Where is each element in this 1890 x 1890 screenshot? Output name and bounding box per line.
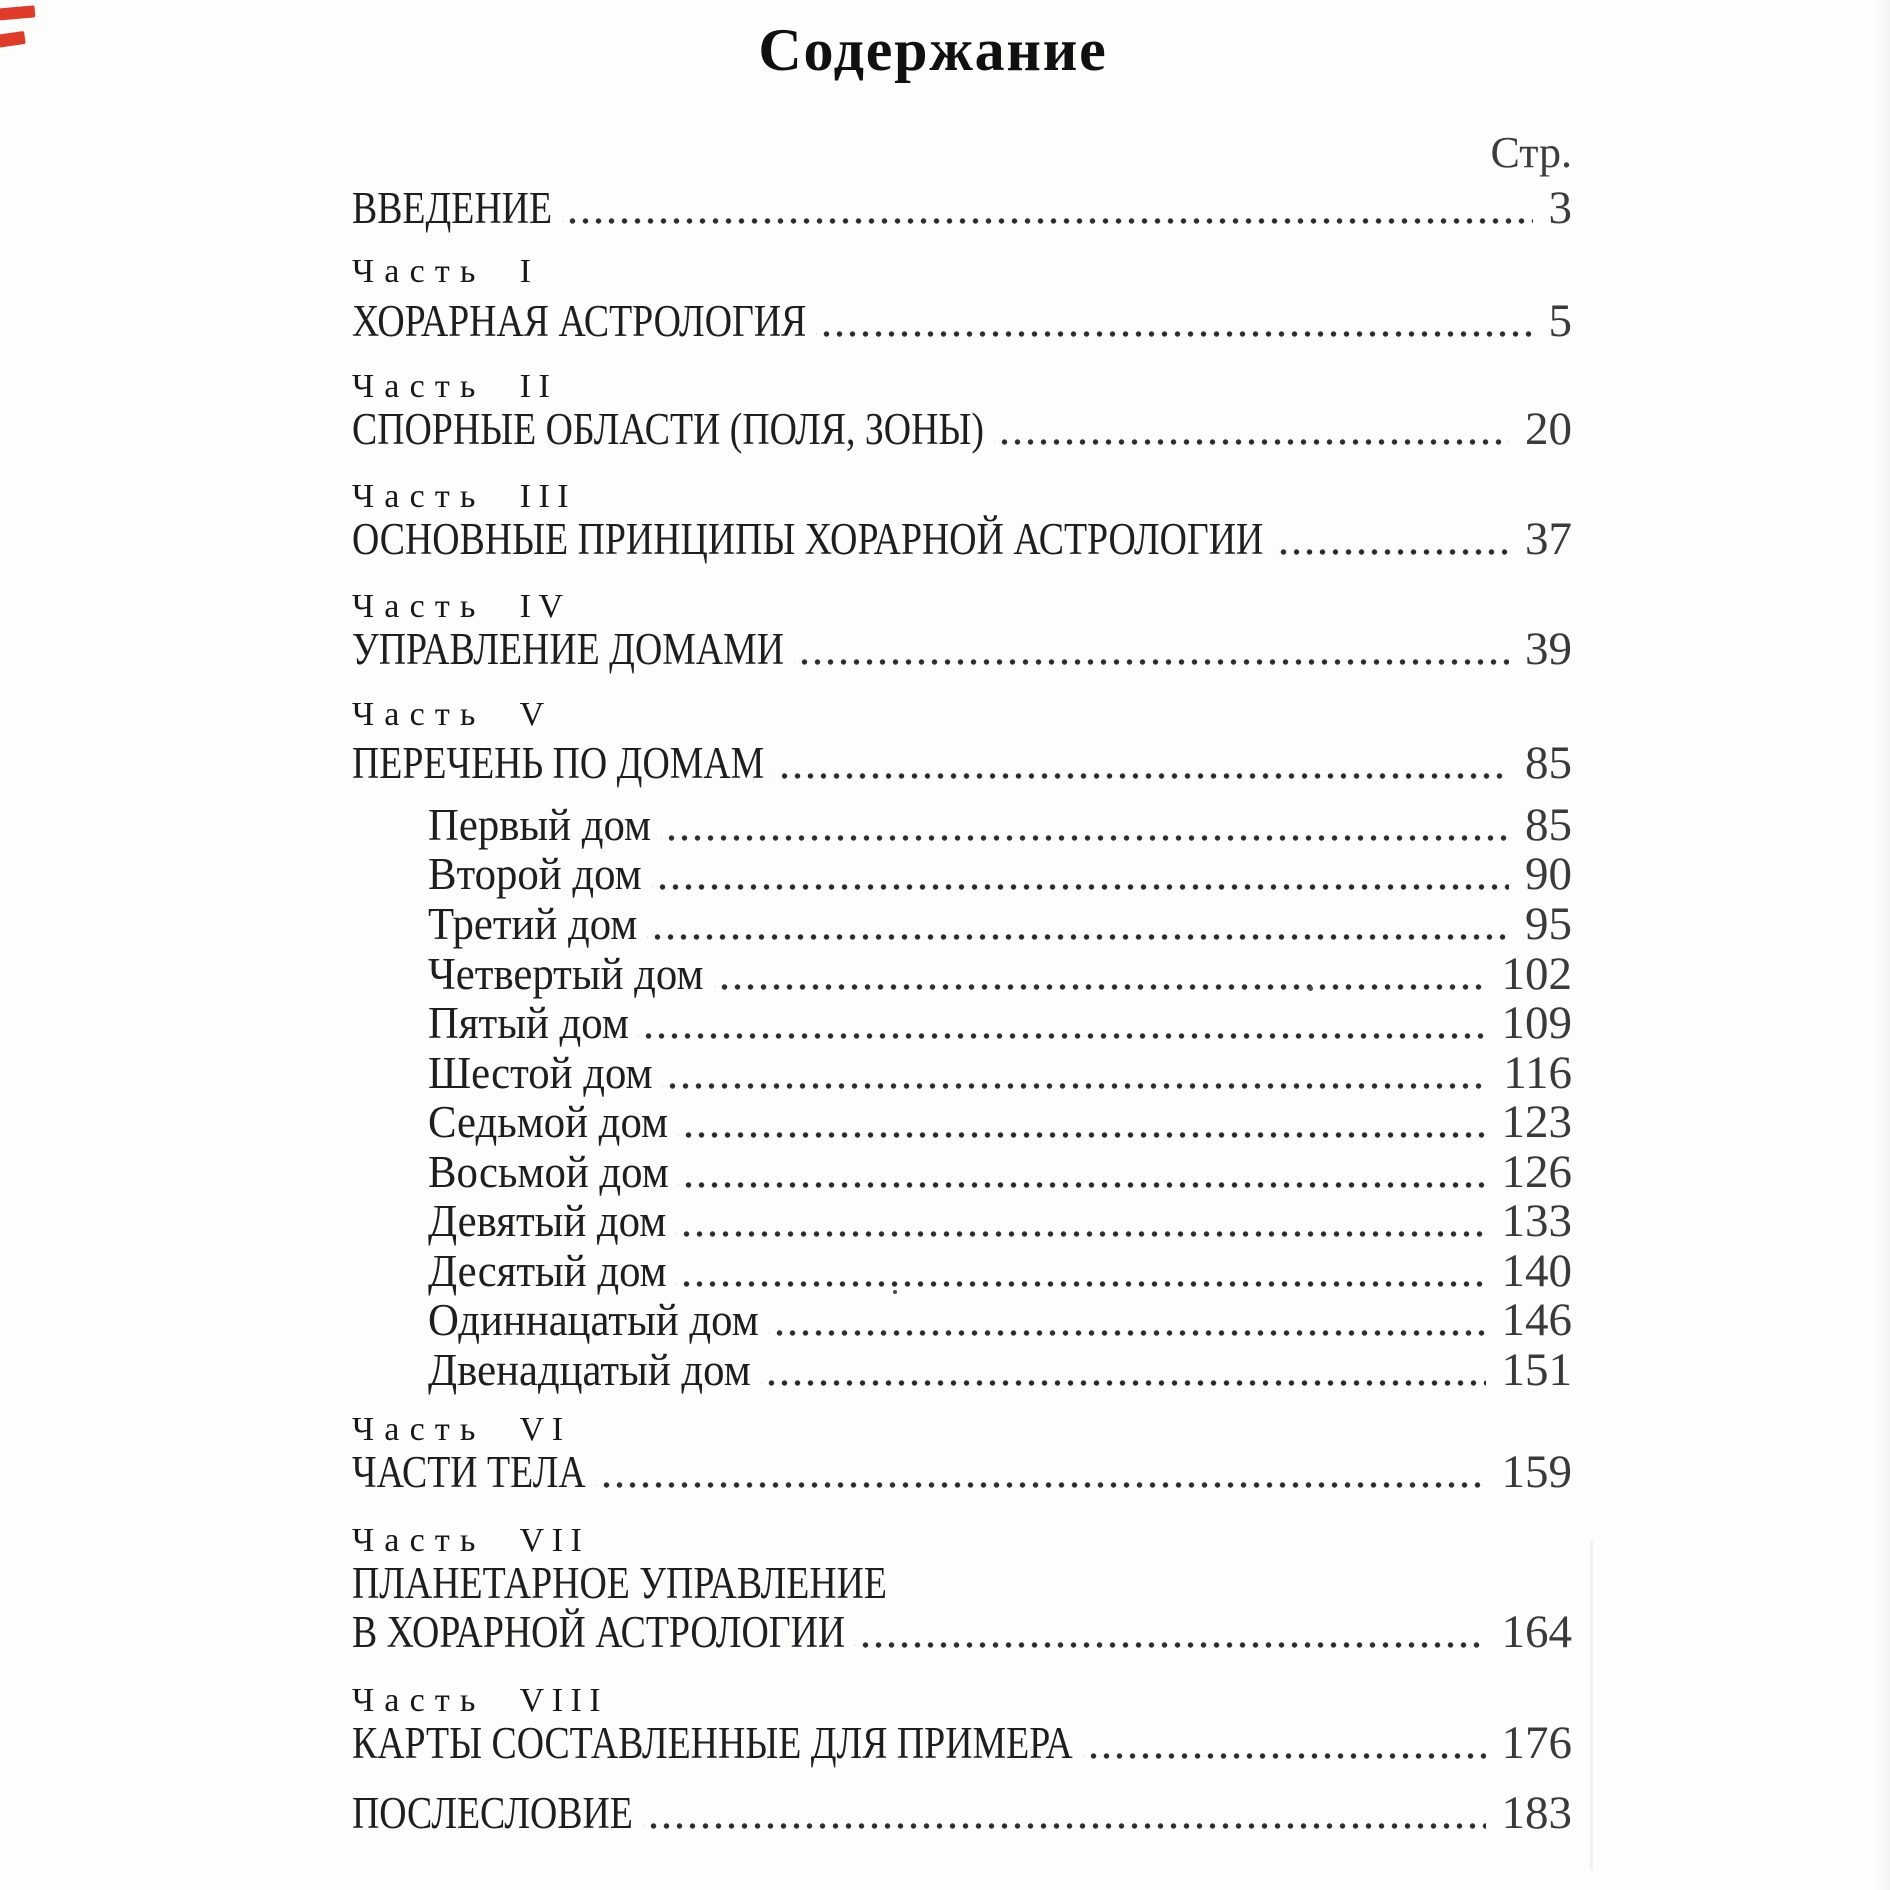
entry-page-number: 95	[1525, 898, 1572, 950]
entry-page-number: 85	[1525, 799, 1572, 851]
entry-label-wrap	[428, 1050, 652, 1096]
entry-page-number: 140	[1501, 1245, 1572, 1297]
toc-entry	[352, 623, 1572, 675]
page-crease	[1590, 1540, 1593, 1870]
dot-leader	[562, 185, 1533, 231]
entry-label-wrap	[352, 1560, 887, 1606]
toc-entry	[352, 1787, 1572, 1839]
entry-page-number: 37	[1525, 513, 1572, 565]
page-title: Содержание	[758, 17, 1108, 83]
page-column-header: Стр.	[1490, 128, 1572, 177]
dot-leader	[638, 1000, 1486, 1046]
entry-page-number: 3	[1548, 182, 1572, 234]
scan-speck	[893, 1290, 897, 1294]
part-numeral: VII	[519, 1522, 590, 1559]
entry-page-number: 183	[1501, 1787, 1572, 1839]
entry-label-wrap	[352, 1790, 633, 1836]
entry-label-wrap	[428, 951, 704, 997]
entry-page-number: 176	[1501, 1717, 1572, 1769]
dot-leader	[676, 1248, 1486, 1294]
part-word: Часть	[352, 1522, 486, 1559]
entry-label-wrap	[428, 1099, 668, 1145]
toc-entry	[428, 1146, 1572, 1198]
entry-label-wrap	[352, 1720, 1073, 1766]
entry-label-wrap	[352, 1609, 845, 1655]
dot-leader	[662, 1050, 1487, 1096]
dot-leader	[647, 901, 1509, 947]
toc-entry	[352, 513, 1572, 565]
toc-entry	[352, 1446, 1572, 1498]
part-numeral: VIII	[519, 1682, 609, 1719]
part-word: Часть	[352, 696, 486, 733]
toc-part-heading	[352, 695, 1572, 735]
toc-entry	[428, 898, 1572, 950]
toc-entry	[352, 295, 1572, 347]
part-numeral: I	[519, 253, 539, 290]
toc-entry	[428, 1047, 1572, 1099]
entry-label-wrap	[352, 740, 764, 786]
part-word: Часть	[352, 1411, 486, 1448]
entry-label: Одиннацатый дом	[428, 1295, 759, 1345]
dot-leader	[678, 1149, 1486, 1195]
entry-label: ОСНОВНЫЕ ПРИНЦИПЫ ХОРАРНОЙ АСТРОЛОГИИ	[352, 514, 1264, 564]
toc-entry	[428, 1195, 1572, 1247]
entry-page-number: 90	[1525, 848, 1572, 900]
entry-label: Десятый дом	[428, 1246, 667, 1296]
toc-entry	[428, 1294, 1572, 1346]
entry-page-number: 116	[1503, 1047, 1572, 1099]
toc-list	[352, 0, 1572, 1890]
dot-leader	[816, 298, 1533, 344]
dot-leader	[1083, 1720, 1486, 1766]
part-numeral: II	[519, 368, 558, 405]
toc-entry	[428, 1245, 1572, 1297]
entry-page-number: 102	[1501, 948, 1572, 1000]
dot-leader	[794, 626, 1509, 672]
entry-page-number: 133	[1501, 1195, 1572, 1247]
entry-label: ПЕРЕЧЕНЬ ПО ДОМАМ	[352, 738, 765, 788]
dot-leader	[774, 740, 1509, 786]
entry-label: ХОРАРНАЯ АСТРОЛОГИЯ	[352, 296, 807, 346]
toc-entry	[428, 997, 1572, 1049]
part-numeral: III	[519, 478, 577, 515]
toc-part-heading	[352, 1410, 1572, 1450]
entry-label: В ХОРАРНОЙ АСТРОЛОГИИ	[352, 1607, 846, 1657]
part-word: Часть	[352, 253, 486, 290]
part-word: Часть	[352, 1682, 486, 1719]
part-numeral: VI	[519, 1411, 571, 1448]
part-numeral: V	[519, 696, 552, 733]
entry-label-wrap	[428, 851, 642, 897]
entry-label: Двенадцатый дом	[428, 1345, 751, 1395]
scan-speck	[1308, 986, 1313, 991]
entry-page-number: 109	[1501, 997, 1572, 1049]
entry-page-number: 20	[1525, 403, 1572, 455]
dot-leader	[761, 1347, 1486, 1393]
toc-entry	[428, 1344, 1572, 1396]
entry-label-wrap	[428, 802, 651, 848]
toc-part-heading	[352, 252, 1572, 292]
entry-label: Пятый дом	[428, 998, 629, 1048]
toc-entry	[428, 848, 1572, 900]
dot-leader	[769, 1297, 1486, 1343]
entry-label-wrap	[352, 1449, 586, 1495]
entry-label: КАРТЫ СОСТАВЛЕННЫЕ ДЛЯ ПРИМЕРА	[352, 1718, 1073, 1768]
entry-label-wrap	[352, 626, 784, 672]
entry-label-wrap	[428, 1149, 668, 1195]
entry-page-number: 146	[1501, 1294, 1572, 1346]
toc-entry	[352, 1606, 1572, 1658]
entry-label: Третий дом	[428, 899, 638, 949]
entry-label: СПОРНЫЕ ОБЛАСТИ (ПОЛЯ, ЗОНЫ)	[352, 404, 984, 454]
entry-label: Девятый дом	[428, 1196, 667, 1246]
entry-label: Первый дом	[428, 800, 652, 850]
toc-entry	[352, 182, 1572, 234]
dot-leader	[994, 406, 1509, 452]
dot-leader	[661, 802, 1509, 848]
toc-entry	[352, 737, 1572, 789]
entry-page-number: 39	[1525, 623, 1572, 675]
entry-label-wrap	[428, 1198, 666, 1244]
dot-leader	[596, 1449, 1486, 1495]
toc-entry	[352, 403, 1572, 455]
dot-leader	[678, 1099, 1486, 1145]
toc-part-heading	[352, 367, 1572, 407]
entry-label-wrap	[428, 1248, 666, 1294]
part-word: Часть	[352, 478, 486, 515]
dot-leader	[855, 1609, 1486, 1655]
toc-entry	[428, 799, 1572, 851]
entry-label: ПОСЛЕСЛОВИЕ	[352, 1788, 633, 1838]
entry-page-number: 5	[1548, 295, 1572, 347]
entry-page-number: 123	[1501, 1096, 1572, 1148]
dot-leader	[1273, 516, 1509, 562]
entry-label-wrap	[428, 1297, 759, 1343]
toc-part-heading	[352, 477, 1572, 517]
part-word: Часть	[352, 368, 486, 405]
entry-label: Восьмой дом	[428, 1147, 669, 1197]
part-word: Часть	[352, 588, 486, 625]
dot-leader	[676, 1198, 1486, 1244]
entry-label: Шестой дом	[428, 1048, 653, 1098]
toc-part-heading	[352, 1521, 1572, 1561]
entry-label: УПРАВЛЕНИЕ ДОМАМИ	[352, 624, 785, 674]
dot-leader	[643, 1790, 1486, 1836]
dot-leader	[652, 851, 1509, 897]
toc-entry	[428, 948, 1572, 1000]
entry-label-wrap	[428, 1000, 628, 1046]
entry-label: Четвертый дом	[428, 949, 704, 999]
entry-page-number: 159	[1501, 1446, 1572, 1498]
entry-label: Второй дом	[428, 849, 642, 899]
toc-entry	[352, 1560, 1572, 1606]
entry-page-number: 126	[1501, 1146, 1572, 1198]
entry-label-wrap	[352, 516, 1263, 562]
entry-label-wrap	[352, 298, 806, 344]
entry-label: ЧАСТИ ТЕЛА	[352, 1447, 586, 1497]
entry-page-number: 164	[1501, 1606, 1572, 1658]
entry-label-wrap	[428, 1347, 751, 1393]
toc-entry	[428, 1096, 1572, 1148]
toc-entry	[352, 1717, 1572, 1769]
toc-part-heading	[352, 587, 1572, 627]
toc-part-heading	[352, 1681, 1572, 1721]
entry-label: ВВЕДЕНИЕ	[352, 183, 553, 233]
part-numeral: IV	[519, 588, 571, 625]
dot-leader	[714, 951, 1486, 997]
entry-page-number: 85	[1525, 737, 1572, 789]
entry-label: Седьмой дом	[428, 1097, 669, 1147]
entry-label-wrap	[352, 185, 552, 231]
entry-label-wrap	[352, 406, 984, 452]
entry-label-wrap	[428, 901, 637, 947]
entry-page-number: 151	[1501, 1344, 1572, 1396]
entry-label: ПЛАНЕТАРНОЕ УПРАВЛЕНИЕ	[352, 1558, 888, 1608]
